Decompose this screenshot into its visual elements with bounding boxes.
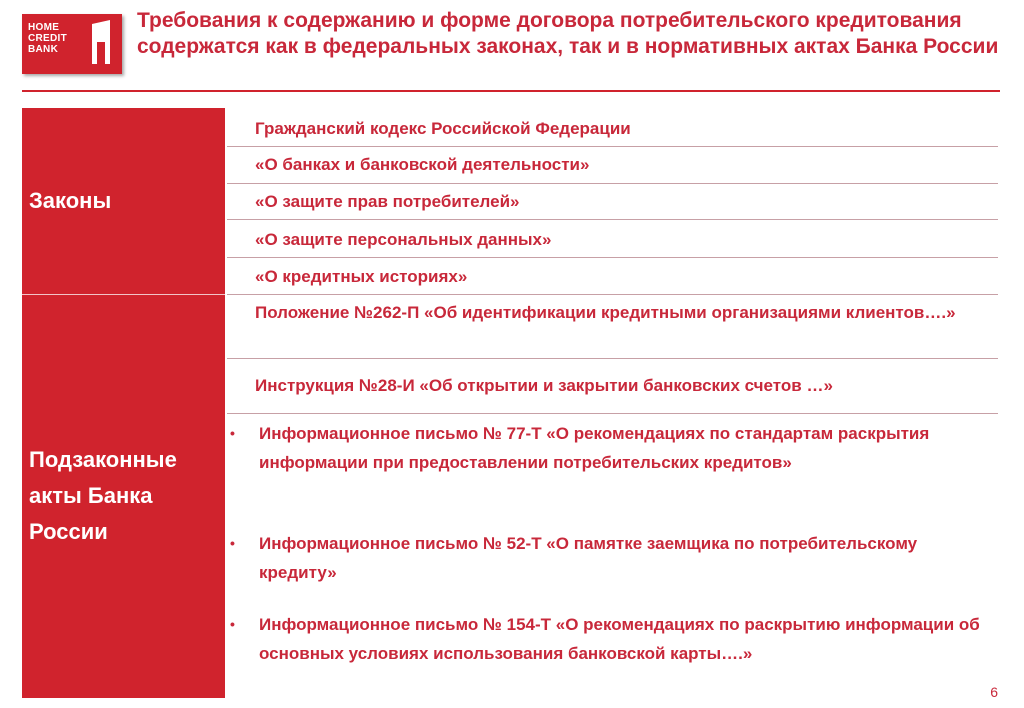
bylaws-category-cell — [22, 295, 225, 698]
row-divider — [227, 294, 998, 295]
logo-line-2: CREDIT — [28, 33, 68, 44]
row-divider — [227, 257, 998, 258]
bullet-icon: • — [230, 535, 235, 551]
bullet-icon: • — [230, 616, 235, 632]
row-divider — [227, 183, 998, 184]
law-row-credit-histories: «О кредитных историях» — [255, 267, 468, 286]
row-divider — [227, 219, 998, 220]
bullet-text: Информационное письмо № 154-Т «О рекомендациях по раскрытию информации об основных условиях использования банковской карты….» — [259, 615, 980, 663]
row-divider — [227, 146, 998, 147]
laws-category-label: Законы — [29, 188, 112, 213]
law-row-consumer-rights: «О защите прав потребителей» — [255, 192, 520, 211]
home-credit-bank-logo — [22, 14, 122, 74]
slide-title: Требования к содержанию и форме договора потребительского кредитования содержатся как в федеральных законах, так и в нормативных актах Банка России — [137, 9, 999, 58]
bullet-text: Информационное письмо № 52-Т «О памятке заемщика по потребительскому кредиту» — [259, 534, 918, 582]
row-divider — [227, 358, 998, 359]
bylaw-row-262p: Положение №262-П «Об идентификации кредитными организациями клиентов….» — [255, 303, 956, 322]
bylaws-label-line-1: Подзаконные — [29, 447, 177, 472]
bylaw-row-28i: Инструкция №28-И «Об открытии и закрытии банковских счетов …» — [255, 376, 833, 395]
logo-text — [28, 22, 67, 55]
bullet-icon: • — [230, 425, 235, 441]
logo-house-icon — [88, 20, 114, 66]
row-divider — [227, 413, 998, 414]
bylaws-label-line-3: России — [29, 519, 108, 544]
logo-line-3: BANK — [28, 44, 59, 55]
laws-category-cell — [22, 108, 225, 294]
requirements-table — [22, 108, 998, 698]
bullet-text: Информационное письмо № 77-Т «О рекомендациях по стандартам раскрытия информации при предоставлении потребительских кредитов» — [259, 424, 930, 472]
title-divider — [22, 90, 1000, 92]
logo-line-1: HOME — [28, 22, 60, 33]
law-row-personal-data: «О защите персональных данных» — [255, 230, 552, 249]
law-row-banks: «О банках и банковской деятельности» — [255, 155, 590, 174]
bylaws-label-line-2: акты Банка — [29, 483, 153, 508]
law-row-civil-code: Гражданский кодекс Российской Федерации — [255, 119, 631, 138]
page-number: 6 — [990, 684, 998, 700]
